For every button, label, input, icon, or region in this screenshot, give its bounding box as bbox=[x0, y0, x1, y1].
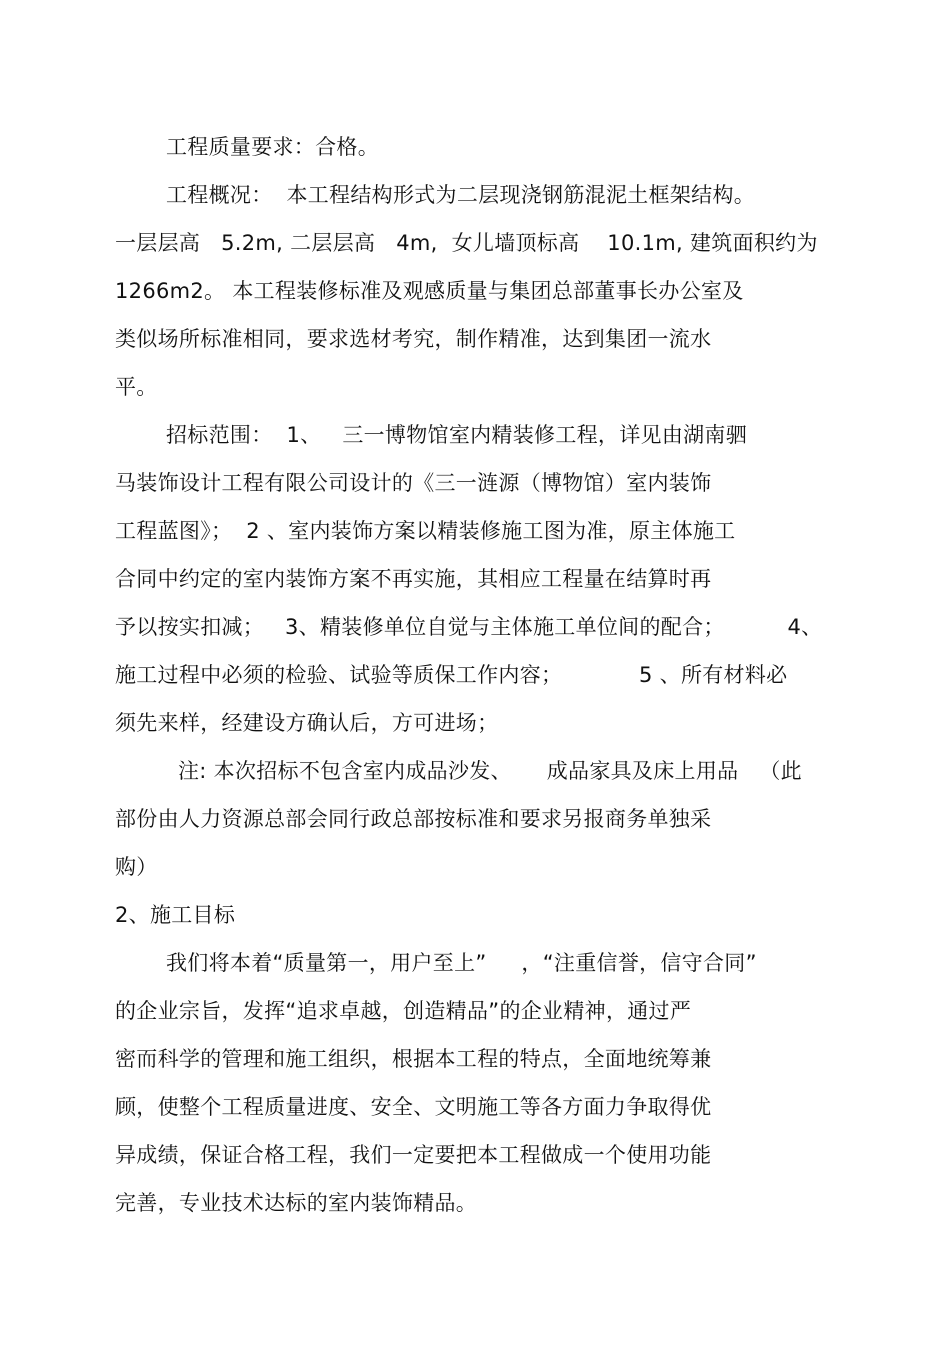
scope-line-7: 须先来样，经建设方确认后，方可进场； bbox=[115, 711, 499, 735]
overview-line-1: 工程概况： 本工程结构形式为二层现浇钢筋混泥土框架结构。 bbox=[166, 183, 756, 207]
scope-line-6: 施工过程中必须的检验、试验等质保工作内容； 5 、所有材料必 bbox=[115, 663, 788, 687]
overview-line-3: 1266m2。 本工程装修标准及观感质量与集团总部董事长办公室及 bbox=[115, 279, 744, 303]
goal-line-2: 的企业宗旨，发挥“追求卓越，创造精品”的企业精神，通过严 bbox=[115, 999, 692, 1023]
goal-line-3: 密而科学的管理和施工组织，根据本工程的特点，全面地统筹兼 bbox=[115, 1047, 712, 1071]
scope-line-4: 合同中约定的室内装饰方案不再实施，其相应工程量在结算时再 bbox=[115, 567, 712, 591]
goal-line-5: 异成绩，保证合格工程，我们一定要把本工程做成一个使用功能 bbox=[115, 1143, 712, 1167]
note-line-1: 注: 本次招标不包含室内成品沙发、 成品家具及床上用品 （此 bbox=[178, 759, 802, 783]
note-line-3: 购） bbox=[115, 855, 158, 879]
overview-line-4: 类似场所标准相同，要求选材考究，制作精准，达到集团一流水 bbox=[115, 327, 712, 351]
overview-line-5: 平。 bbox=[115, 375, 158, 399]
scope-line-1: 招标范围： 1、 三一博物馆室内精装修工程，详见由湖南驷 bbox=[166, 423, 748, 447]
scope-line-2: 马装饰设计工程有限公司设计的《三一涟源（博物馆）室内装饰 bbox=[115, 471, 712, 495]
goal-line-4: 顾，使整个工程质量进度、安全、文明施工等各方面力争取得优 bbox=[115, 1095, 712, 1119]
quality-requirement-line: 工程质量要求：合格。 bbox=[166, 135, 379, 159]
goal-line-1: 我们将本着“质量第一，用户至上” ，“注重信誉，信守合同” bbox=[166, 951, 757, 975]
scope-line-3: 工程蓝图》； 2 、室内装饰方案以精装修施工图为准，原主体施工 bbox=[115, 519, 736, 543]
note-line-2: 部份由人力资源总部会同行政总部按标准和要求另报商务单独采 bbox=[115, 807, 712, 831]
goal-line-6: 完善，专业技术达标的室内装饰精品。 bbox=[115, 1191, 478, 1215]
scope-line-5: 予以按实扣减； 3、精装修单位自觉与主体施工单位间的配合； 4、 bbox=[115, 615, 823, 639]
overview-line-2: 一层层高 5.2m, 二层层高 4m, 女儿墙顶标高 10.1m, 建筑面积约为 bbox=[115, 231, 818, 255]
section-heading-construction-goal: 2、施工目标 bbox=[115, 903, 236, 927]
